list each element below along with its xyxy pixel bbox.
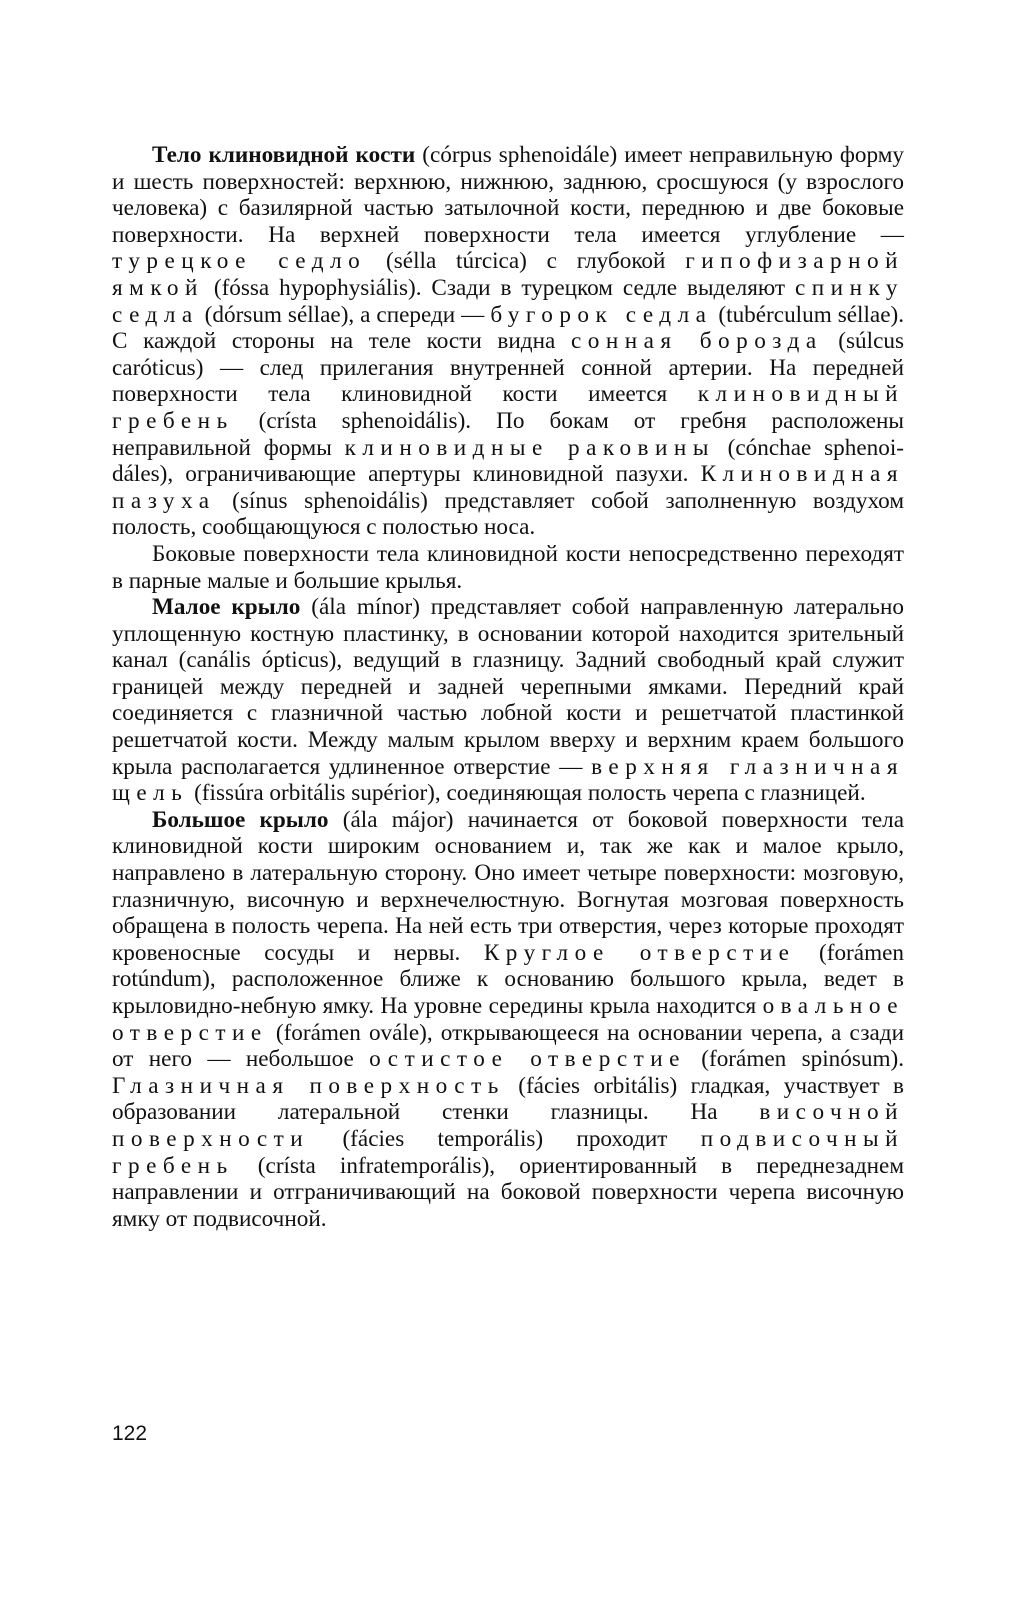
- paragraph-lesser-wing: [112, 594, 904, 807]
- spaced-term: Глазничная поверхность: [112, 1072, 505, 1099]
- text-run: (súlcus caróticus) — след прилегания внутренней сонной артерии. На передней поверхности тела клиновидной кости имеется: [112, 328, 904, 408]
- section-heading: Тело клиновидной кости: [152, 142, 416, 168]
- spaced-term: гипофизарной ямкой: [112, 248, 904, 301]
- spaced-term: остистое отверстие: [369, 1046, 686, 1073]
- text-run: (forámen spinósum).: [685, 1046, 904, 1073]
- text-run: (crísta infratemporális), ориентированный в переднезаднем направлении и отграничивающий на боковой поверхности черепа височную ямку от подвисочной.: [112, 1152, 904, 1232]
- text-run: (fóssa hypophysiális). Сзади в турецком седле выделяют: [203, 274, 795, 301]
- spaced-term: овальное отверстие: [112, 993, 904, 1046]
- paragraph-greater-wing: [112, 807, 904, 1233]
- text-run: (sélla túrcica) с глубокой: [366, 248, 686, 275]
- text-run: (fissúra orbitális supérior), соединяющая полость черепа с глазницей.: [188, 780, 866, 807]
- text-run: (fácies orbitális) гладкая, участвует в образовании латеральной стенки глазницы. На: [112, 1072, 904, 1126]
- spaced-term: спинку седла: [112, 274, 904, 328]
- spaced-term: подвисочный гребень: [112, 1125, 904, 1179]
- text-run: (córpus sphenoidále) имеет неправильную форму и шесть поверхностей: верхнюю, нижнюю, заднюю, сросшуюся (у взрослого человека) с базилярной частью затылочной кости, переднюю и две боковые поверхности. На верхней поверхности тела имеется углубление —: [112, 142, 905, 248]
- section-heading: Большое крыло: [152, 806, 329, 833]
- text-run: (cónchae sphenoidáles), ограничивающие апертуры клиновидной пазухи.: [112, 434, 904, 488]
- spaced-term: височной поверхности: [112, 1099, 904, 1152]
- spaced-term: Круглое отверстие: [483, 939, 796, 966]
- text-run: (forámen ovále), открывающееся на основании черепа, а сзади от него — небольшое: [112, 1019, 904, 1073]
- spaced-term: верхняя глазничная щель: [112, 753, 904, 807]
- text-run: (ála májor) начинается от боковой поверхности тела клиновидной кости широким основанием и, так же как и малое крыло, направлено в латеральную сторону. Оно имеет четыре поверхности: мозговую, глазничную, височную и верхнечелюстную. Вогнутая мозговая поверхность обращена в полость черепа. На ней есть три отверстия, через которые проходят кровеносные сосуды и нервы.: [112, 806, 905, 966]
- paragraph-lateral-surfaces: [112, 541, 904, 594]
- text-run: Боковые поверхности тела клиновидной кости непосредственно переходят в парные малые и большие крылья.: [112, 540, 904, 594]
- page-number: 122: [112, 1422, 148, 1445]
- text-run: (forámen rotúndum), расположенное ближе к основанию большого крыла, ведет в крыловидно-небную ямку. На уровне середины крыла находится: [112, 939, 904, 1019]
- text-run: (sínus sphenoidális) представляет собой заполненную воздухом полость, сообщающуюся с полостью носа.: [112, 487, 904, 541]
- text-run: (fácies temporális) проходит: [309, 1125, 701, 1152]
- spaced-term: клиновидные раковины: [344, 434, 715, 461]
- section-heading: Малое крыло: [152, 594, 301, 621]
- paragraph-body-of-sphenoid: [112, 142, 904, 541]
- spaced-term: турецкое седло: [112, 248, 367, 275]
- text-run: (tubérculum séllae). С каждой стороны на теле кости видна: [112, 301, 905, 355]
- text-run: (crísta sphenoidális). По бокам от гребня расположены неправильной формы: [112, 407, 904, 461]
- spaced-term: сонная борозда: [570, 328, 823, 355]
- text-run: (ála mínor) представляет собой направленную латерально уплощенную костную пластинку, в основании которой находится зрительный канал (canális ópticus), ведущий в глазницу. Задний свободный край служит границей между передней и задней черепными ямками. Передний край соединяется с глазничной частью лобной кости и решетчатой пластинкой решетчатой кости. Между малым крылом вверху и верхним краем большого крыла располагается удлиненное отверстие —: [112, 594, 904, 780]
- text-run: (dórsum séllae), а спереди —: [198, 301, 491, 328]
- spaced-term: Клиновидная пазуха: [112, 461, 904, 514]
- page-body: [112, 142, 904, 1232]
- spaced-term: бугорок седла: [490, 301, 713, 328]
- spaced-term: клиновидный гребень: [112, 381, 904, 434]
